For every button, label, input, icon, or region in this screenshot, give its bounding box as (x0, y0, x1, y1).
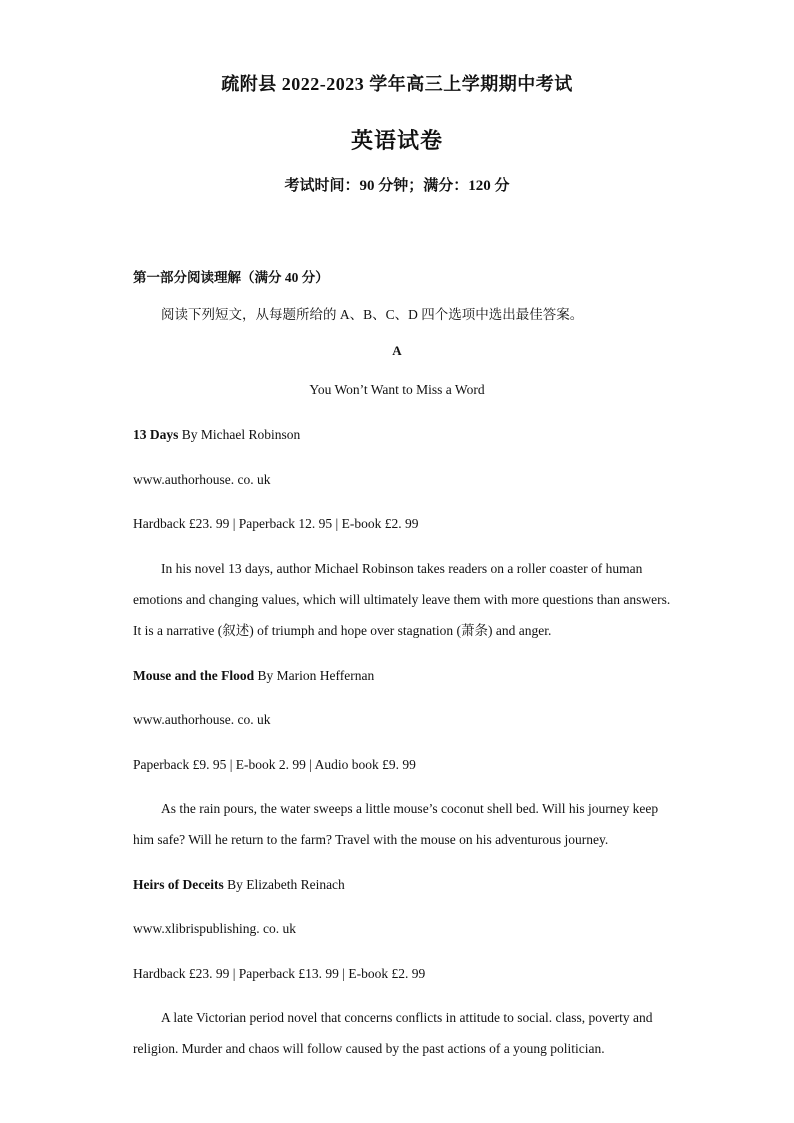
section-heading: 第一部分阅读理解（满分 40 分） (133, 270, 329, 285)
book-prices: Hardback £23. 99 | Paperback 12. 95 | E-book £2. 99 (133, 516, 419, 531)
book-prices: Hardback £23. 99 | Paperback £13. 99 | E-book £2. 99 (133, 966, 426, 981)
section-instructions: 阅读下列短文，从每题所给的 A、B、C、D 四个选项中选出最佳答案。 (161, 307, 584, 322)
passage-title: You Won’t Want to Miss a Word (309, 382, 485, 397)
book-website: www.authorhouse. co. uk (133, 712, 271, 727)
exam-subtitle: 英语试卷 (350, 128, 443, 153)
book-website: www.authorhouse. co. uk (133, 472, 271, 487)
book-website: www.xlibrispublishing. co. uk (133, 921, 296, 936)
book-title: Heirs of Deceits (133, 877, 224, 892)
book-prices: Paperback £9. 95 | E-book 2. 99 | Audio book £9. 99 (133, 757, 416, 772)
book-heading (133, 427, 300, 443)
exam-info: 考试时间：90 分钟；满分：120 分 (284, 178, 510, 194)
book-title: 13 Days (133, 427, 179, 442)
book-author: By Elizabeth Reinach (223, 877, 345, 892)
book-heading (133, 877, 345, 893)
book-heading (133, 668, 374, 684)
book-description: In his novel 13 days, author Michael Robinson takes readers on a roller coaster of human emotions and changing values, which will ultimately leave them with more questions than answers. It is a narrative (叙述) of triumph and hope over stagnation (萧条) and anger. (133, 561, 671, 638)
book-author: By Marion Heffernan (254, 668, 375, 683)
book-author: By Michael Robinson (178, 427, 301, 442)
book-title: Mouse and the Flood (133, 668, 255, 683)
book-description: A late Victorian period novel that concerns conflicts in attitude to social. class, poverty and religion. Murder and chaos will follow caused by the past actions of a young politician. (133, 1010, 653, 1056)
exam-title: 疏附县 2022-2023 学年高三上学期期中考试 (221, 74, 573, 94)
passage-letter: A (392, 343, 402, 358)
book-description: As the rain pours, the water sweeps a little mouse’s coconut shell bed. Will his journey keep him safe? Will he return to the farm? Travel with the mouse on his adventurous journey. (133, 801, 659, 847)
